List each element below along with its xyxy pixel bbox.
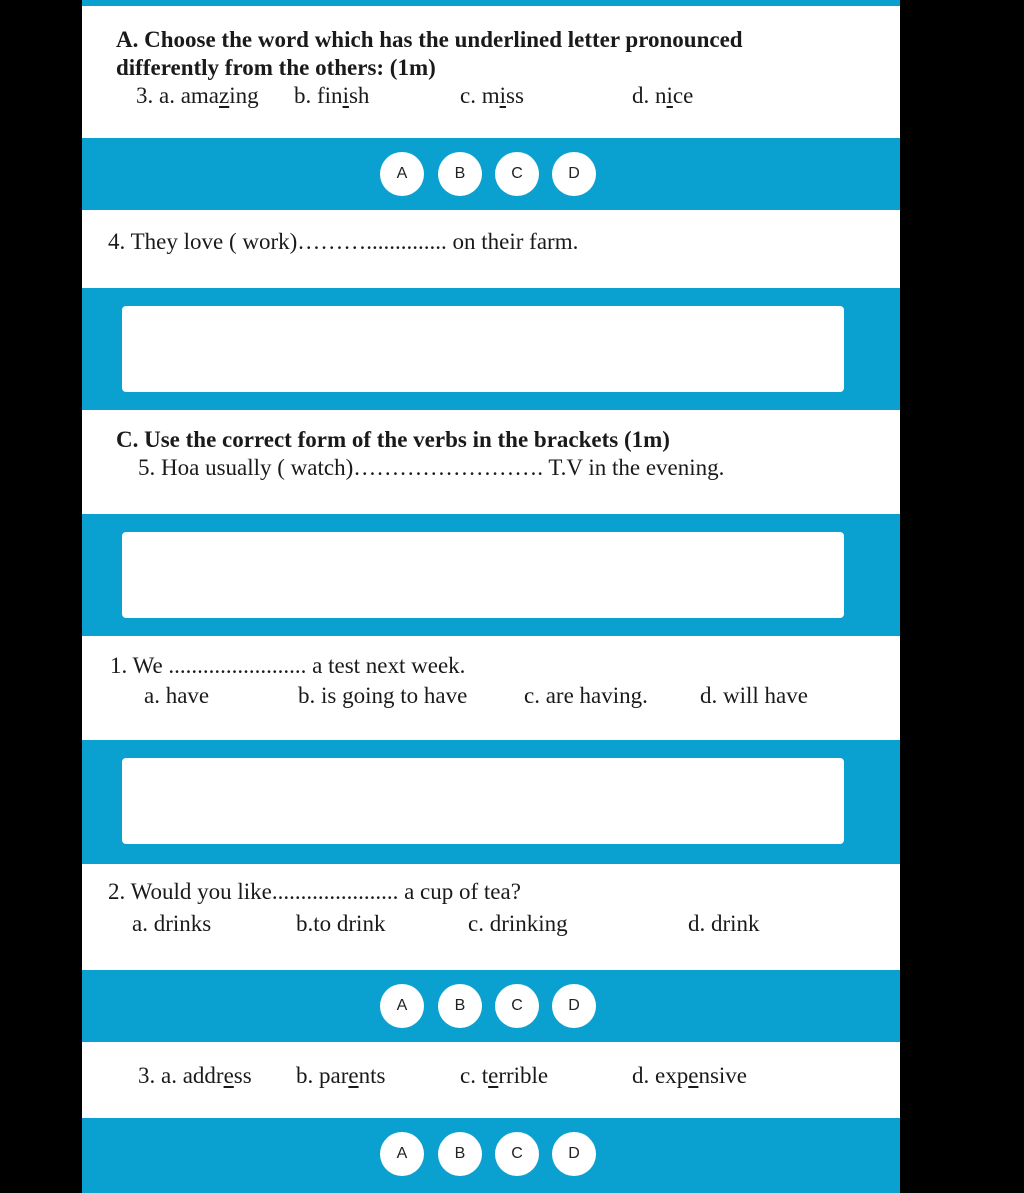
- q2-stem: 2. Would you like...................... a cup of tea?: [108, 879, 521, 904]
- q1-option-b: b. is going to have: [298, 683, 468, 708]
- choice-group-q3b: [82, 1132, 900, 1176]
- answer-bar-q3b: [82, 1118, 900, 1193]
- answer-bar-q1: [82, 740, 900, 864]
- q3b-option-d: d. expensive: [632, 1063, 747, 1088]
- q3b-option-c: c. terrible: [460, 1063, 549, 1088]
- choice-d-button[interactable]: D: [552, 984, 596, 1028]
- choice-d-button[interactable]: D: [552, 1132, 596, 1176]
- q4-stem: 4. They love ( work)……….............. on their farm.: [108, 229, 579, 254]
- choice-d-button[interactable]: D: [552, 152, 596, 196]
- q3b-option-b: b. parents: [296, 1063, 386, 1088]
- q2-option-c: c. drinking: [468, 911, 568, 936]
- q2-card: [82, 868, 900, 970]
- choice-a-button[interactable]: A: [380, 152, 424, 196]
- section-a-card: [82, 6, 900, 138]
- q2-option-a: a. drinks: [132, 911, 212, 936]
- q3-option-d: d. nice: [632, 83, 694, 108]
- choice-b-button[interactable]: B: [438, 1132, 482, 1176]
- q3b-card: [82, 1046, 900, 1118]
- choice-c-button[interactable]: C: [495, 1132, 539, 1176]
- q2-option-b: b.to drink: [296, 911, 386, 936]
- choice-group-q2: [82, 984, 900, 1028]
- choice-b-button[interactable]: B: [438, 984, 482, 1028]
- q5-stem: 5. Hoa usually ( watch)……………………. T.V in the evening.: [138, 455, 725, 480]
- section-c-heading: C. Use the correct form of the verbs in the brackets (1m): [116, 427, 670, 452]
- q1-option-a: a. have: [144, 683, 210, 708]
- section-a-heading-line2: differently from the others: (1m): [116, 55, 436, 80]
- q1-option-d: d. will have: [700, 683, 808, 708]
- q4-card: [82, 216, 900, 288]
- q5-answer-input[interactable]: [122, 532, 844, 618]
- answer-bar-q4: [82, 288, 900, 410]
- choice-c-button[interactable]: C: [495, 984, 539, 1028]
- answer-bar-q3: [82, 138, 900, 210]
- choice-group-q3: [82, 152, 900, 196]
- q1-stem: 1. We ........................ a test next week.: [110, 653, 466, 678]
- q3-option-c: c. miss: [460, 83, 524, 108]
- section-a-heading-line1: A. Choose the word which has the underlined letter pronounced: [116, 27, 743, 52]
- q3-option-a: 3. a. amazing: [136, 83, 259, 108]
- quiz-page: [82, 0, 900, 1193]
- choice-a-button[interactable]: A: [380, 1132, 424, 1176]
- answer-bar-q2: [82, 970, 900, 1042]
- q3b-option-a: 3. a. address: [138, 1063, 252, 1088]
- choice-c-button[interactable]: C: [495, 152, 539, 196]
- q4-answer-input[interactable]: [122, 306, 844, 392]
- q1-card: [82, 640, 900, 740]
- q3-option-b: b. finish: [294, 83, 370, 108]
- q1-answer-input[interactable]: [122, 758, 844, 844]
- section-c-card: [82, 414, 900, 514]
- q2-option-d: d. drink: [688, 911, 760, 936]
- answer-bar-q5: [82, 514, 900, 636]
- choice-a-button[interactable]: A: [380, 984, 424, 1028]
- q1-option-c: c. are having.: [524, 683, 648, 708]
- choice-b-button[interactable]: B: [438, 152, 482, 196]
